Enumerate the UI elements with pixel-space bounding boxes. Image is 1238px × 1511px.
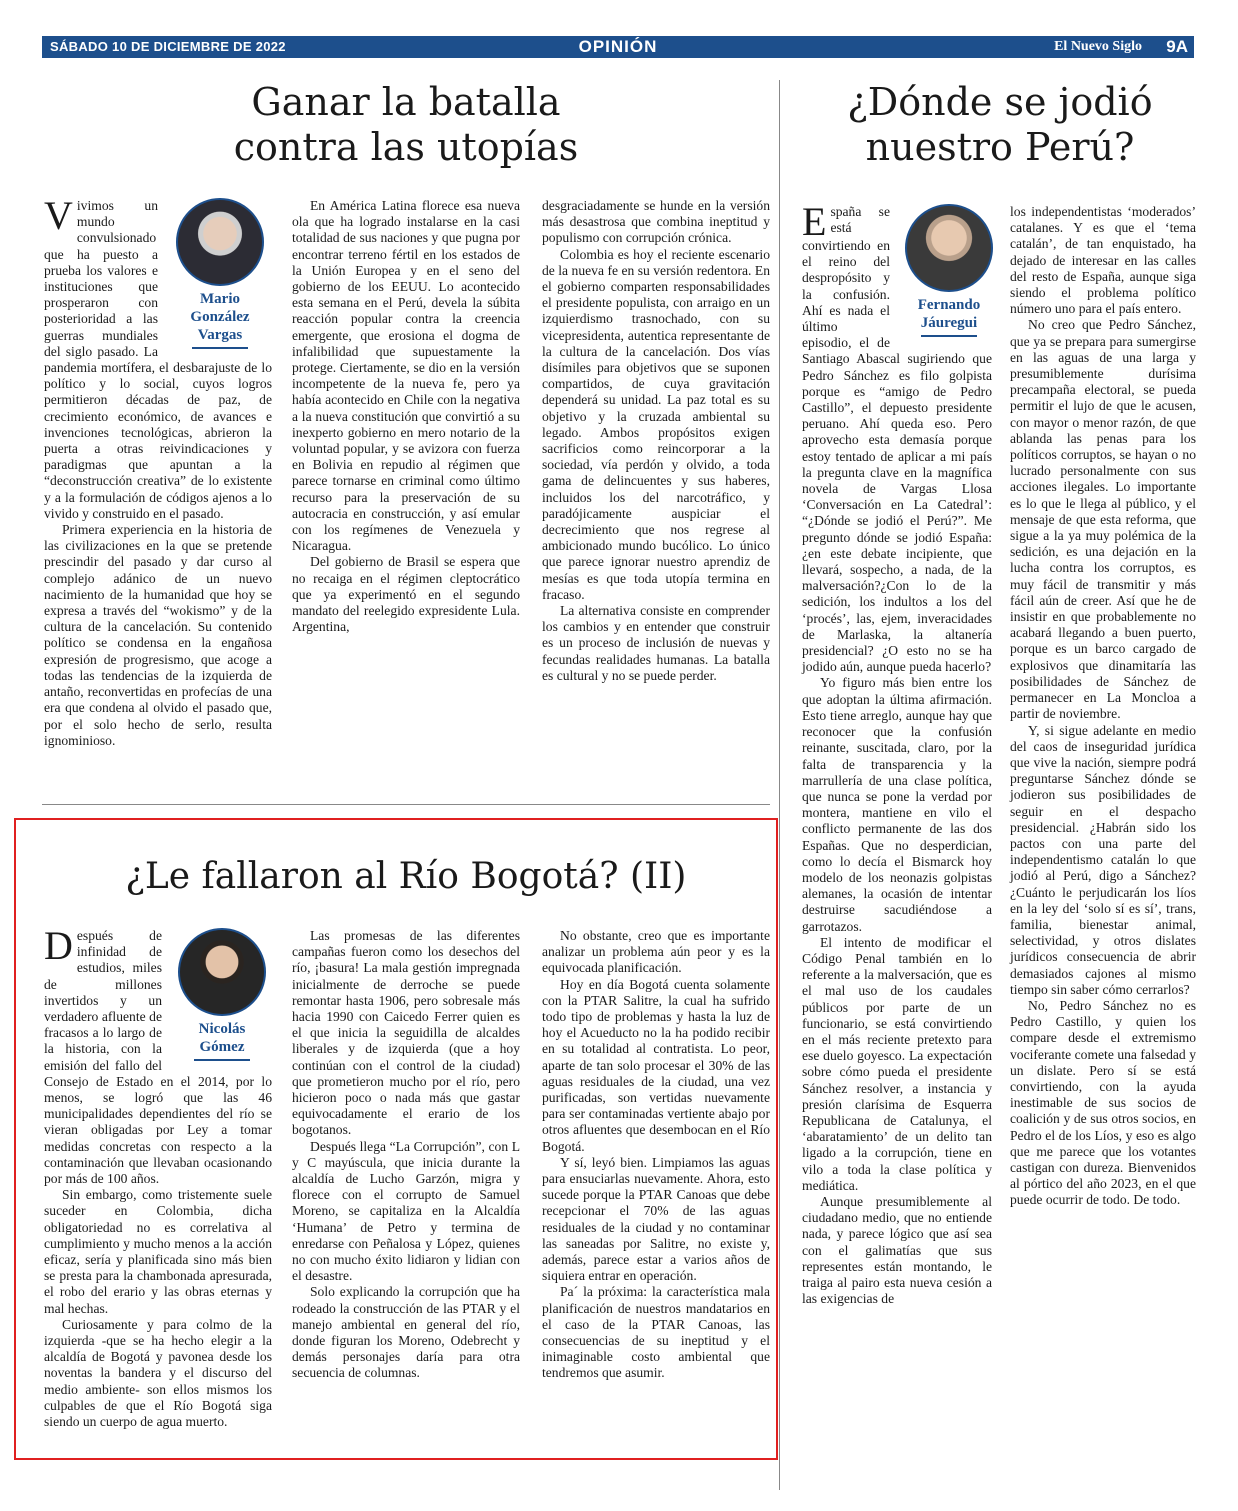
author-name [168, 290, 272, 344]
paragraph: Las promesas de las diferentes campañas fueron como los desechos del río, ¡basura! La mala gestión impregnada inicialmente de derroche se puede remontar hasta 1906, pero sobresale más hacia 1990 con Caicedo Ferrer quien es el que inicia la seguidilla de alcaldes liberales y de izquierda (que a hoy continúan con el control de la ciudad) que prometieron mucho por el río, pero hicieron poco o nada más que gastar equivocadamente el erario de los bogotanos. [292, 928, 520, 1138]
page-header [42, 36, 1194, 58]
author-name-line: Jáuregui [920, 315, 978, 331]
paragraph: Y, si sigue adelante en medio del caos de inseguridad jurídica que vive la nación, siempre podrá preguntarse Sánchez dónde se jodieron sus posibilidades de seguir en el despacho presidencial. ¿Habrán sido los pactos con una parte del independentismo catalán lo que jodió al Perú, digo a Sánchez? ¿Cuánto le perjudicarán los líos en la ley del ‘solo sí es sí’, trans, familia, bienestar animal, selectividad, y otros dislates jurídicos consecuencia de abrir demasiados cajones al mismo tiempo sin saber cómo cerrarlos? [1010, 722, 1196, 997]
paragraph: Después llega “La Corrupción”, con L y C mayúscula, que inicia durante la alcaldía de Lucho Garzón, migra y florece con el corrupto de Samuel Moreno, se capitaliza en la Alcaldía ‘Humana’ de Petro y termina de enredarse con Peñalosa y López, quienes no con mucho éxito lidiaron y lidian con el desastre. [292, 1138, 520, 1284]
newspaper-name: El Nuevo Siglo [1054, 39, 1142, 54]
paragraph: Solo explicando la corrupción que ha rodeado la construcción de las PTAR y el manejo ambiental en general del río, donde figuran los Moreno, Odebrecht y demás personajes daría para otra secuencia de columnas. [292, 1284, 520, 1381]
author-nicolas-gomez [172, 928, 272, 1061]
article1-column-2 [292, 198, 520, 635]
author-name [900, 296, 998, 332]
author-fernando-jauregui [900, 204, 998, 337]
author-name-line: Nicolás [198, 1021, 246, 1037]
drop-cap: E [802, 199, 827, 244]
article1-title-line2: contra las utopías [233, 124, 579, 169]
article3-column-1 [802, 199, 992, 1307]
paragraph: No obstante, creo que es importante analizar un problema aún peor y es la equivocada planificación. [542, 928, 770, 976]
author-name [172, 1020, 272, 1056]
section-divider [42, 804, 770, 805]
author-name-line: Vargas [197, 327, 243, 343]
paragraph: El intento de modificar el Código Penal también en lo referente a la malversación, que es el mal uso de los caudales públicos por parte de un funcionario, se está convirtiendo en el más reciente pretexto para ese duelo goyesco. La expectación sobre cómo pueda el presidente Sánchez resolver, a instancia y presión clarísima de Esquerra Republicana de Catalunya, el ‘abaratamiento’ de un delito tan ligado a la corrupción, tiene en vilo a toda la clase política y mediática. [802, 934, 992, 1193]
paragraph: No, Pedro Sánchez no es Pedro Castillo, y quien los compare desde el extremismo vociferante comete una falsedad y un dislate. Pero sí se está convirtiendo, con la ayuda inestimable de sus socios de coalición y de sus otros socios, en Pedro el de los Líos, y eso es algo que me parece que los votantes castigan con dureza. Bienvenidos al pórtico del año 2023, en el que puede ocurrir de todo. De todo. [1010, 997, 1196, 1208]
paragraph-text: espués de infinidad de estudios, miles de millones invertidos y un verdadero afluente de fracasos a lo largo de la historia, con la emisión del fallo del Consejo de Estado en el 2014, por lo menos, se logró que las 46 municipalidades dependientes del río se vieran obligadas por Ley a tomar medidas concretas con respecto a la contaminación que llevaban ocasionando por más de 100 años. [44, 928, 272, 1187]
page-number: 9A [1166, 37, 1188, 56]
paragraph: Yo figuro más bien entre los que adoptan la última afirmación. Esto tiene arreglo, aunque hay que reconocer que la confusión reinante, suscitada, claro, por la falta de transparencia y la marrullería de una clase política, que nunca se pone la verdad por montera, mantiene en vilo el conflicto permanente de las dos Españas. Que no desperdician, como lo decía el Bismarck hoy modelo de los neonazis golpistas alemanes, la ocasión de intentar destruirse sacudiéndose a garrotazos. [802, 675, 992, 934]
author-portrait [905, 204, 993, 292]
paragraph-text: spaña se está convirtiendo en el reino del despropósito y la confusión. Ahí es nada el último episodio, el de Santiago Abascal sugiriendo que Pedro Sánchez es filo golpista porque es “amigo de Pedro Castillo”, el depuesto presidente peruano. Ahí queda eso. Pero aprovecho esta demasía porque estoy tentado de aplicar a mi país la pregunta clave en la magnífica novela de Vargas Llosa ‘Conversación en La Catedral’: “¿Dónde se jodió el Perú?”. Me pregunto dónde se jodió España: ¿en este debate incipiente, que llevará, sospecho, a nada, de la malversación?¿Con lo de la sedición, los indultos a los del ‘procés’, las, ejem, inveracidades de Marlaska, la altanería presidencial? ¿O esto no se ha jodido aún, aunque pueda hacerlo? [802, 204, 992, 675]
drop-cap: D [44, 923, 73, 968]
article3-headline [790, 80, 1210, 170]
paragraph: No creo que Pedro Sánchez, que ya se prepara para sumergirse en las aguas de una larga y presumiblemente durísima precampaña electoral, se pueda permitir el lujo de que le acusen, con mayor o menor razón, de que ablanda las penas para los políticos corruptos, se hayan o no lucrado personalmente con sus acciones ilegales. Lo importante es lo que le llega al público, y el mensaje de que esta reforma, que sigue a la ya muy polémica de la sedición, es una dejación en la lucha contra los corruptos, es muy fácil de transmitir y más fácil aún de creer. Así que he de insistir en que probablemente no acabará llegando a buen puerto, porque es un barco cargado de explosivos que dinamitaría las posibilidades de Sánchez de permanecer en La Moncloa a partir de noviembre. [1010, 317, 1196, 722]
author-name-line: González [190, 309, 250, 325]
article2-headline: ¿Le fallaron al Río Bogotá? (II) [125, 856, 687, 897]
article3-title-line2: nuestro Perú? [865, 124, 1135, 169]
column-divider [779, 80, 780, 1490]
paragraph: Y sí, leyó bien. Limpiamos las aguas para ensuciarlas nuevamente. Ahora, esto sucede porque la PTAR Canoas que debe recepcionar el 70% de las aguas residuales de la ciudad y no contaminar las saneadas por Salitre, no existe y, además, parece estar a varios años de siquiera entrar en operación. [542, 1154, 770, 1284]
paragraph: Pa´ la próxima: la característica mala planificación de nuestros mandatarios en el caso de la PTAR Canoas, las consecuencias de su ineptitud y el inimaginable costo ambiental que tendremos que asumir. [542, 1284, 770, 1381]
article1-headline [42, 80, 770, 170]
paragraph-text: ivimos un mundo convulsionado que ha puesto a prueba los valores e instituciones que prosperaron con posterioridad a las guerras mundiales del siglo pasado. La pandemia mortífera, el desbarajuste de lo político y lo social, cuyos logros permitieron décadas de paz, de crecimiento económico, de avances e invenciones tecnológicas, abrieron la puerta a otras reivindicaciones y paradigmas que apuntan a la “deconstrucción creativa” de lo existente y a la formulación de códigos ajenos a lo vivido y construido en el pasado. [44, 198, 272, 521]
paragraph: La alternativa consiste en comprender los cambios y en entender que construir es un proceso de inclusión de nuevas y fecundas realidades humanas. La batalla es cultural y no se puede perder. [542, 603, 770, 683]
paragraph: Hoy en día Bogotá cuenta solamente con la PTAR Salitre, la cual ha sufrido todo tipo de problemas y hasta la luz de hoy el Acueducto no la ha podido recibir en su totalidad al contratista. Lo peor, aparte de tan solo procesar el 30% de las aguas residuales de la ciudad, una vez purificadas, son vertidas nuevamente para ser contaminadas vertiente abajo por otros afluentes que desembocan en el Río Bogotá. [542, 976, 770, 1154]
author-underline [194, 1059, 250, 1061]
paragraph: Del gobierno de Brasil se espera que no recaiga en el régimen cleptocrático que ya experimentó en el segundo mandato del reelegido expresidente Lula. Argentina, [292, 554, 520, 635]
paragraph: desgraciadamente se hunde en la versión más desastrosa que combina ineptitud y populismo con corrupción crónica. [542, 198, 770, 246]
author-underline [192, 347, 248, 349]
article1-column-1 [44, 193, 272, 749]
article3-column-2 [1010, 204, 1196, 1209]
author-name-line: Fernando [917, 297, 981, 313]
author-name-line: Mario [200, 291, 240, 307]
issue-date: SÁBADO 10 DE DICIEMBRE DE 2022 [50, 39, 286, 54]
article2-column-3 [542, 928, 770, 1382]
paragraph: Colombia es hoy el reciente escenario de la nueva fe en su versión redentora. En el gobierno comparten responsabilidades el presidente populista, con arraigo en un izquierdismo trasnochado, con su vicepresidenta, autentica representante de la cultura de la cancelación. Dos vías disímiles para objetivos que se suponen compartidos, de cuya gravitación dependerá su unidad. La paz total es su objetivo y la cruzada ambiental su legado. Ambos propósitos exigen sacrificios como reincorporar a la sociedad, vía perdón y olvido, a toda gama de delincuentes y sus haberes, incluidos los del narcotráfico, y paradójicamente auspiciar el decrecimiento que nos regrese al ambicionado mundo bucólico. Lo único que parece ignorar nuestro aprendiz de mesías es que toda utopía termina en fracaso. [542, 246, 770, 602]
article1-title-line1: Ganar la batalla [251, 80, 561, 124]
author-underline [921, 335, 977, 337]
paragraph: Curiosamente y para colmo de la izquierda -que se ha hecho elegir a la alcaldía de Bogotá y pavonea desde los noventas la bandera y el discurso del medio ambiente- son ellos mismos los culpables de que el Río Bogotá siga siendo un cuerpo de agua muerto. [44, 1316, 272, 1430]
paragraph: Primera experiencia en la historia de las civilizaciones en la que se pretende prescindir del pasado y dar curso al complejo adánico de un nuevo nacimiento de la humanidad que hoy se expresa a través del “wokismo” y de la cultura de la cancelación. Su contenido político se condensa en la engañosa expresión de progresismo, que acoge a todas las tendencias de la izquierda de antaño, reconvertidas en profecías de una era que condena al olvido el pasado que, por el solo hecho de serlo, resulta ignominioso. [44, 522, 272, 748]
article3-title-line1: ¿Dónde se jodió [847, 80, 1153, 124]
paragraph: Aunque presumiblemente al ciudadano medio, que no entiende nada, y parece lógico que así sea con el galimatías que sus representes están montando, le traiga al pairo esta nueva cesión a las exigencias de [802, 1193, 992, 1307]
article1-column-3 [542, 198, 770, 684]
author-mario-gonzalez [168, 198, 272, 349]
author-portrait [178, 928, 266, 1016]
paragraph: Sin embargo, como tristemente suele suceder en Colombia, dicha obligatoriedad no es correlativa al cumplimiento y mucho menos a la acción eficaz, sería y planificada sino más bien se presta para la chambonada apresurada, el robo del erario y las obras eternas y mal hechas. [44, 1187, 272, 1316]
paragraph: los independentistas ‘moderados’ catalanes. Y es que el ‘tema catalán’, de tan enquistado, ha dejado de interesar en las calles del resto de España, aunque siga siendo el problema político número uno para el país entero. [1010, 204, 1196, 317]
author-portrait [176, 198, 264, 286]
article2-column-2 [292, 928, 520, 1382]
article2-column-1 [44, 923, 272, 1430]
section-title: OPINIÓN [578, 37, 658, 56]
author-name-line: Gómez [199, 1039, 245, 1055]
drop-cap: V [44, 193, 73, 238]
paragraph: En América Latina florece esa nueva ola que ha logrado instalarse en la casi totalidad de sus naciones y que pugna por encontrar terreno fértil en los estados de la Unión Europea y en el seno del gobierno de los EEUU. Lo acontecido esta semana en el Perú, devela la súbita reacción popular contra la creencia emergente, que erosiona el dogma de infalibilidad que supuestamente la protege. Ciertamente, se dio en la versión incompetente de la nueva fe, pero ya había acontecido en Chile con la negativa a la nueva constitución que convirtió a su inexperto gobierno en mero notario de la voluntad popular, y se avizora con fuerza en Bolivia en repudio al régimen que parece tornarse en criminal como último recurso para la preservación de su autocracia en construcción, y así emular con los regímenes de Venezuela y Nicaragua. [292, 198, 520, 554]
